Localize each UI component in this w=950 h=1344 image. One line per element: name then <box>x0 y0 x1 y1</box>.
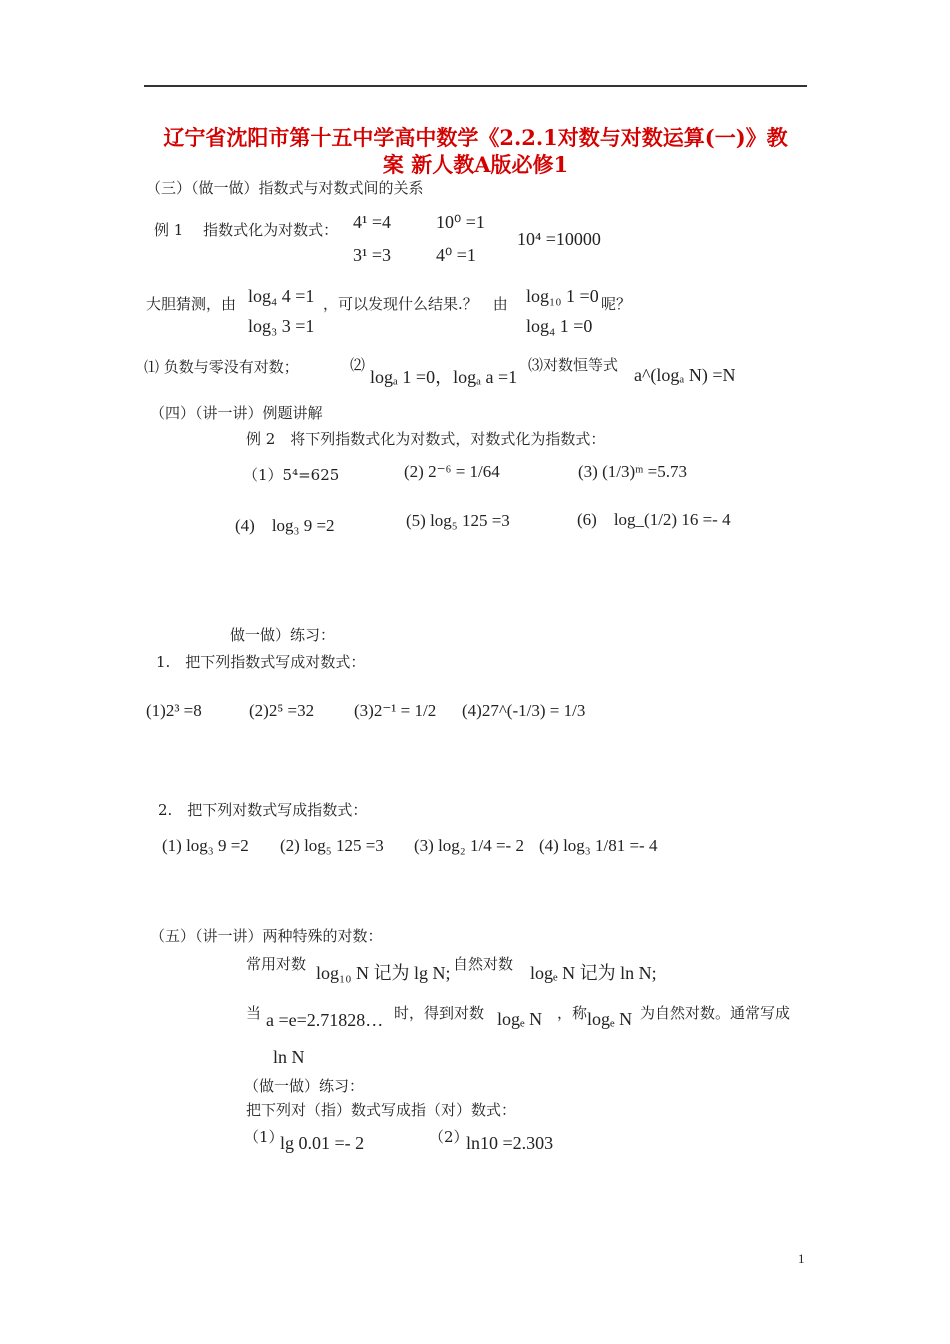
page-number: 1 <box>798 1251 805 1266</box>
example-2-label: 例 2 将下列指数式化为对数式，对数式化为指数式： <box>246 430 606 448</box>
when-expr: a =e=2.71828… <box>266 1010 384 1030</box>
ex2-item-4: (4) log₃ 9 =2 <box>235 516 335 535</box>
ex1-item-d: 4⁰ =1 <box>436 245 476 265</box>
title-line-2: 案 新人教A版必修1 <box>382 152 569 177</box>
p1-item-c: (3)2⁻¹ = 1/2 <box>354 701 437 720</box>
q1-label: （1） <box>244 1128 284 1146</box>
common-log-label: 常用对数 <box>246 955 307 973</box>
section-4-heading: （四）（讲一讲）例题讲解 <box>150 404 323 422</box>
fact-1: ⑴ 负数与零没有对数； <box>144 358 299 376</box>
ex1-item-b: 10⁰ =1 <box>436 212 485 232</box>
ex2-item-6: (6) log_(1/2) 16 =- 4 <box>577 510 731 529</box>
when-mid: 时，得到对数 <box>394 1004 485 1022</box>
ex2-item-1: （1）5⁴=625 <box>243 466 340 484</box>
practice-heading: 做一做）练习： <box>230 626 336 644</box>
ex2-item-5: (5) log₅ 125 =3 <box>406 511 510 530</box>
guess-mid: ，可以发现什么结果.？ 由 <box>323 295 508 313</box>
guess-suffix: 呢？ <box>601 295 632 313</box>
example-1-label: 例 1 指数式化为对数式： <box>154 221 339 239</box>
document-title <box>144 124 807 178</box>
guess-log-a: log₄ 4 =1 <box>248 286 315 306</box>
ln-n: ln N <box>273 1047 305 1067</box>
ex1-item-e: 10⁴ =10000 <box>517 229 601 249</box>
when-log: logₑ N <box>497 1009 543 1029</box>
natural-log-expr: logₑ N 记为 ln N; <box>530 963 657 983</box>
when-tail: 为自然对数。通常写成 <box>640 1004 791 1022</box>
fact-2-expr: logₐ 1 =0，logₐ a =1 <box>370 367 518 387</box>
practice-1-label: 1. 把下列指数式写成对数式： <box>156 653 366 671</box>
ex1-item-a: 4¹ =4 <box>353 212 392 232</box>
p2-item-b: (2) log₅ 125 =3 <box>280 836 384 855</box>
fact-2-label: ⑵ <box>350 356 366 374</box>
p1-item-a: (1)2³ =8 <box>146 701 202 720</box>
p2-item-d: (4) log₃ 1/81 =- 4 <box>539 836 658 855</box>
natural-log-label: 自然对数 <box>453 955 514 973</box>
s5-practice: （做一做）练习： <box>244 1077 365 1095</box>
guess-log-c: log₁₀ 1 =0 <box>526 286 599 306</box>
p1-item-d: (4)27^(-1/3) = 1/3 <box>462 701 586 720</box>
fact-3-label: ⑶对数恒等式 <box>528 356 619 374</box>
ex1-item-c: 3¹ =3 <box>353 245 392 265</box>
s5-instruction: 把下列对（指）数式写成指（对）数式： <box>246 1101 517 1119</box>
q1-expr: lg 0.01 =- 2 <box>280 1133 365 1153</box>
p1-item-b: (2)2⁵ =32 <box>249 701 315 720</box>
guess-log-d: log₄ 1 =0 <box>526 316 593 336</box>
when-prefix: 当 <box>246 1004 262 1022</box>
section-5-heading: （五）（讲一讲）两种特殊的对数： <box>150 927 383 945</box>
ex2-item-2: (2) 2⁻⁶ = 1/64 <box>404 462 500 481</box>
common-log-expr: log₁₀ N 记为 lg N; <box>316 963 451 983</box>
section-3-heading: （三）（做一做）指数式与对数式间的关系 <box>146 179 424 197</box>
practice-2-label: 2. 把下列对数式写成指数式： <box>158 801 368 819</box>
q2-label: （2） <box>429 1128 469 1146</box>
fact-3-expr: a^(logₐ N) =N <box>634 365 736 385</box>
guess-prefix: 大胆猜测，由 <box>146 295 237 313</box>
q2-expr: ln10 =2.303 <box>466 1133 554 1153</box>
guess-log-b: log₃ 3 =1 <box>248 316 315 336</box>
p2-item-c: (3) log₂ 1/4 =- 2 <box>414 836 524 855</box>
p2-item-a: (1) log₃ 9 =2 <box>162 836 249 855</box>
when-call: ，称 <box>557 1004 588 1022</box>
header-rule <box>144 85 807 87</box>
title-line-1: 辽宁省沈阳市第十五中学高中数学《2.2.1对数与对数运算(一)》教 <box>163 125 788 150</box>
ex2-item-3: (3) (1/3)ᵐ =5.73 <box>578 462 688 481</box>
when-log-2: logₑ N <box>587 1009 633 1029</box>
